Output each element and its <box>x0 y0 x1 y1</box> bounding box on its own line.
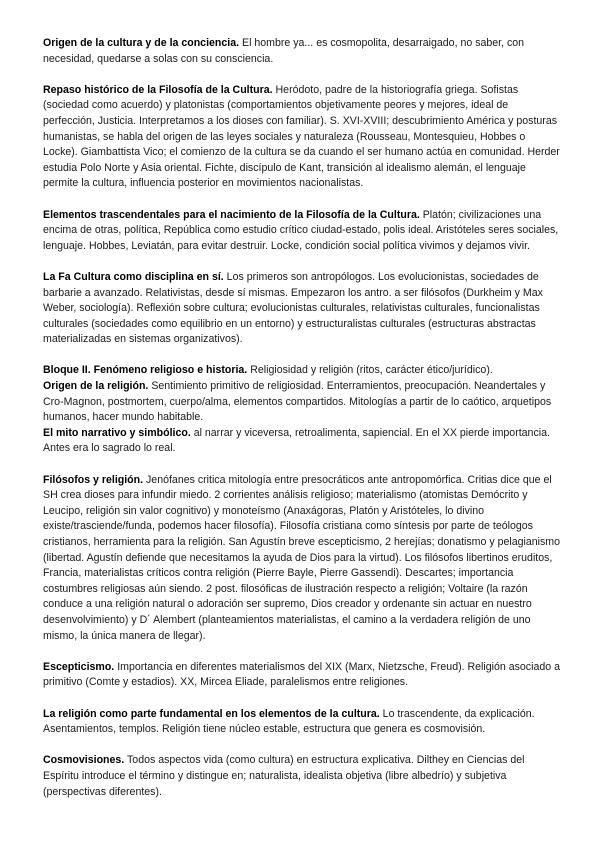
paragraph-text: Lo trascendente, da explicación. Asentamientos, templos. Religión tiene núcleo estable, estructura que genera es cosmovisión. <box>43 707 535 736</box>
paragraph-heading: Repaso histórico de la Filosofía de la Cultura. <box>43 83 273 96</box>
paragraph-mito <box>43 426 560 457</box>
paragraph-repaso-historico <box>43 83 560 192</box>
paragraph-heading: Escepticismo. <box>43 660 115 673</box>
paragraph-heading: Elementos trascendentales para el nacimiento de la Filosofía de la Cultura. <box>43 208 420 221</box>
paragraph-heading: La religión como parte fundamental en los elementos de la cultura. <box>43 707 380 720</box>
paragraph-disciplina <box>43 270 560 348</box>
paragraph-text: al narrar y viceversa, retroalimenta, sapiencial. En el XX pierde importancia. Antes era lo sagrado lo real. <box>43 426 550 455</box>
paragraph-text: Todos aspectos vida (como cultura) en estructura explicativa. Dilthey en Ciencias del Espíritu introduce el término y distingue en; naturalista, idealista objetiva (libre albedrío) y subjetiva (perspectivas diferentes). <box>43 754 525 798</box>
paragraph-text: Jenófanes critica mitología entre presocráticos ante antropomórfica. Critias dice que el SH crea dioses para infundir miedo. 2 corrientes análisis religioso; materialismo (atomistas Demócrito y Leucipo, religión sin valor cognitivo) y monoteísmo (Anaxágoras, Platón y Aristóteles, lo divino existe/trasciende/funda, podemos hacer filosofía). Filosofía cristiana como síntesis por parte de teólogos cristianos, herramienta para la religión. San Agustín breve escepticismo, 2 herejías; donatismo y pelagianismo (libertad. Agustín defiende que necesitamos la ayuda de Dios para la virtud). Los filósofos libertinos eruditos, Francia, materialistas críticos contra religión (Pierre Bayle, Pierre Gassendi). Descartes; importancia costumbres religiosas aún siendo. 2 post. filosóficas de ilustración respecto a religión; Voltaire (la razón conduce a una religión natural o adoración ser supremo, Dios creador y ordenante sin actuar en nuestro desenvolvimiento) y D´ Alembert (planteamientos materialistas, el camino a la verdadera religión de uno mismo, la única manera de llegar). <box>43 473 561 642</box>
paragraph-text: Importancia en diferentes materialismos del XIX (Marx, Nietzsche, Freud). Religión asociado a primitivo (Comte y estadios). XX, Mircea Eliade, paralelismos entre religiones. <box>43 660 560 689</box>
paragraph-text: Sentimiento primitivo de religiosidad. Enterramientos, preocupación. Neandertales y Cro-Magnon, postmortem, cuerpo/alma, elementos compartidos. Mitologías a partir de lo caótico, arquetipos humanos, hacer mundo habitable. <box>43 380 552 424</box>
paragraph-filosofos-religion <box>43 473 560 645</box>
paragraph-escepticismo <box>43 660 560 691</box>
paragraph-elementos-trascendentales <box>43 208 560 255</box>
paragraph-heading: Origen de la cultura y de la conciencia. <box>43 37 240 49</box>
paragraph-heading: Origen de la religión. <box>43 380 149 393</box>
paragraph-heading: El mito narrativo y simbólico. <box>43 426 191 439</box>
paragraph-heading: La Fa Cultura como disciplina en sí. <box>43 270 224 283</box>
paragraph-cosmovisiones <box>43 753 560 800</box>
paragraph-text: Religiosidad y religión (ritos, carácter ético/jurídico). <box>247 364 493 377</box>
paragraph-text: Los primeros son antropólogos. Los evolucionistas, sociedades de barbarie a avanzado. Relativistas, desde sí mismas. Empezaron los antro. a ser filósofos (Durkheim y Max Weber, sociología). Reflexión sobre cultura; evolucionistas culturales, relativistas culturales, funcionalistas culturales (sociedades como equilibrio en un entorno) y estructuralistas culturales (estructuras abstractas materializadas en sistemas organizativos). <box>43 270 543 346</box>
paragraph-text: El hombre ya... es cosmopolita, desarraigado, no saber, con necesidad, quedarse a solas con su consciencia. <box>43 37 525 65</box>
paragraph-text: Platón; civilizaciones una encima de otras, política, República como estudio crítico ciudad-estado, polis ideal. Aristóteles seres sociales, lenguaje. Hobbes, Leviatán, para evitar destruir. Locke, condición social política vivimos y dejamos vivir. <box>43 208 559 252</box>
paragraph-origen-cultura <box>43 36 560 67</box>
paragraph-heading: Filósofos y religión. <box>43 473 144 486</box>
paragraph-bloque-ii <box>43 363 560 379</box>
paragraph-origen-religion <box>43 379 560 426</box>
paragraph-religion-cultura <box>43 707 560 738</box>
document-page <box>43 36 560 816</box>
paragraph-heading: Bloque II. Fenómeno religioso e historia. <box>43 364 248 377</box>
paragraph-heading: Cosmovisiones. <box>43 754 125 767</box>
paragraph-text: Heródoto, padre de la historiografía griega. Sofistas (sociedad como acuerdo) y platonistas (comportamientos objetivamente peores y mejores, ideal de perfección, Justicia. Interpretamos a los dioses con familiar). S. XVI-XVIII; descubrimiento América y posturas humanistas, se habla del origen de las leyes sociales y naturaleza (Rousseau, Montesquieu, Hobbes o Locke). Giambattista Vico; el comienzo de la cultura se da cuando el ser humano actúa en comunidad. Herder estudia Polo Norte y Asia oriental. Fichte, discípulo de Kant, transición al idealismo alemán, el lenguaje permite la cultura, influencia posterior en movimientos nacionalistas. <box>43 83 560 190</box>
